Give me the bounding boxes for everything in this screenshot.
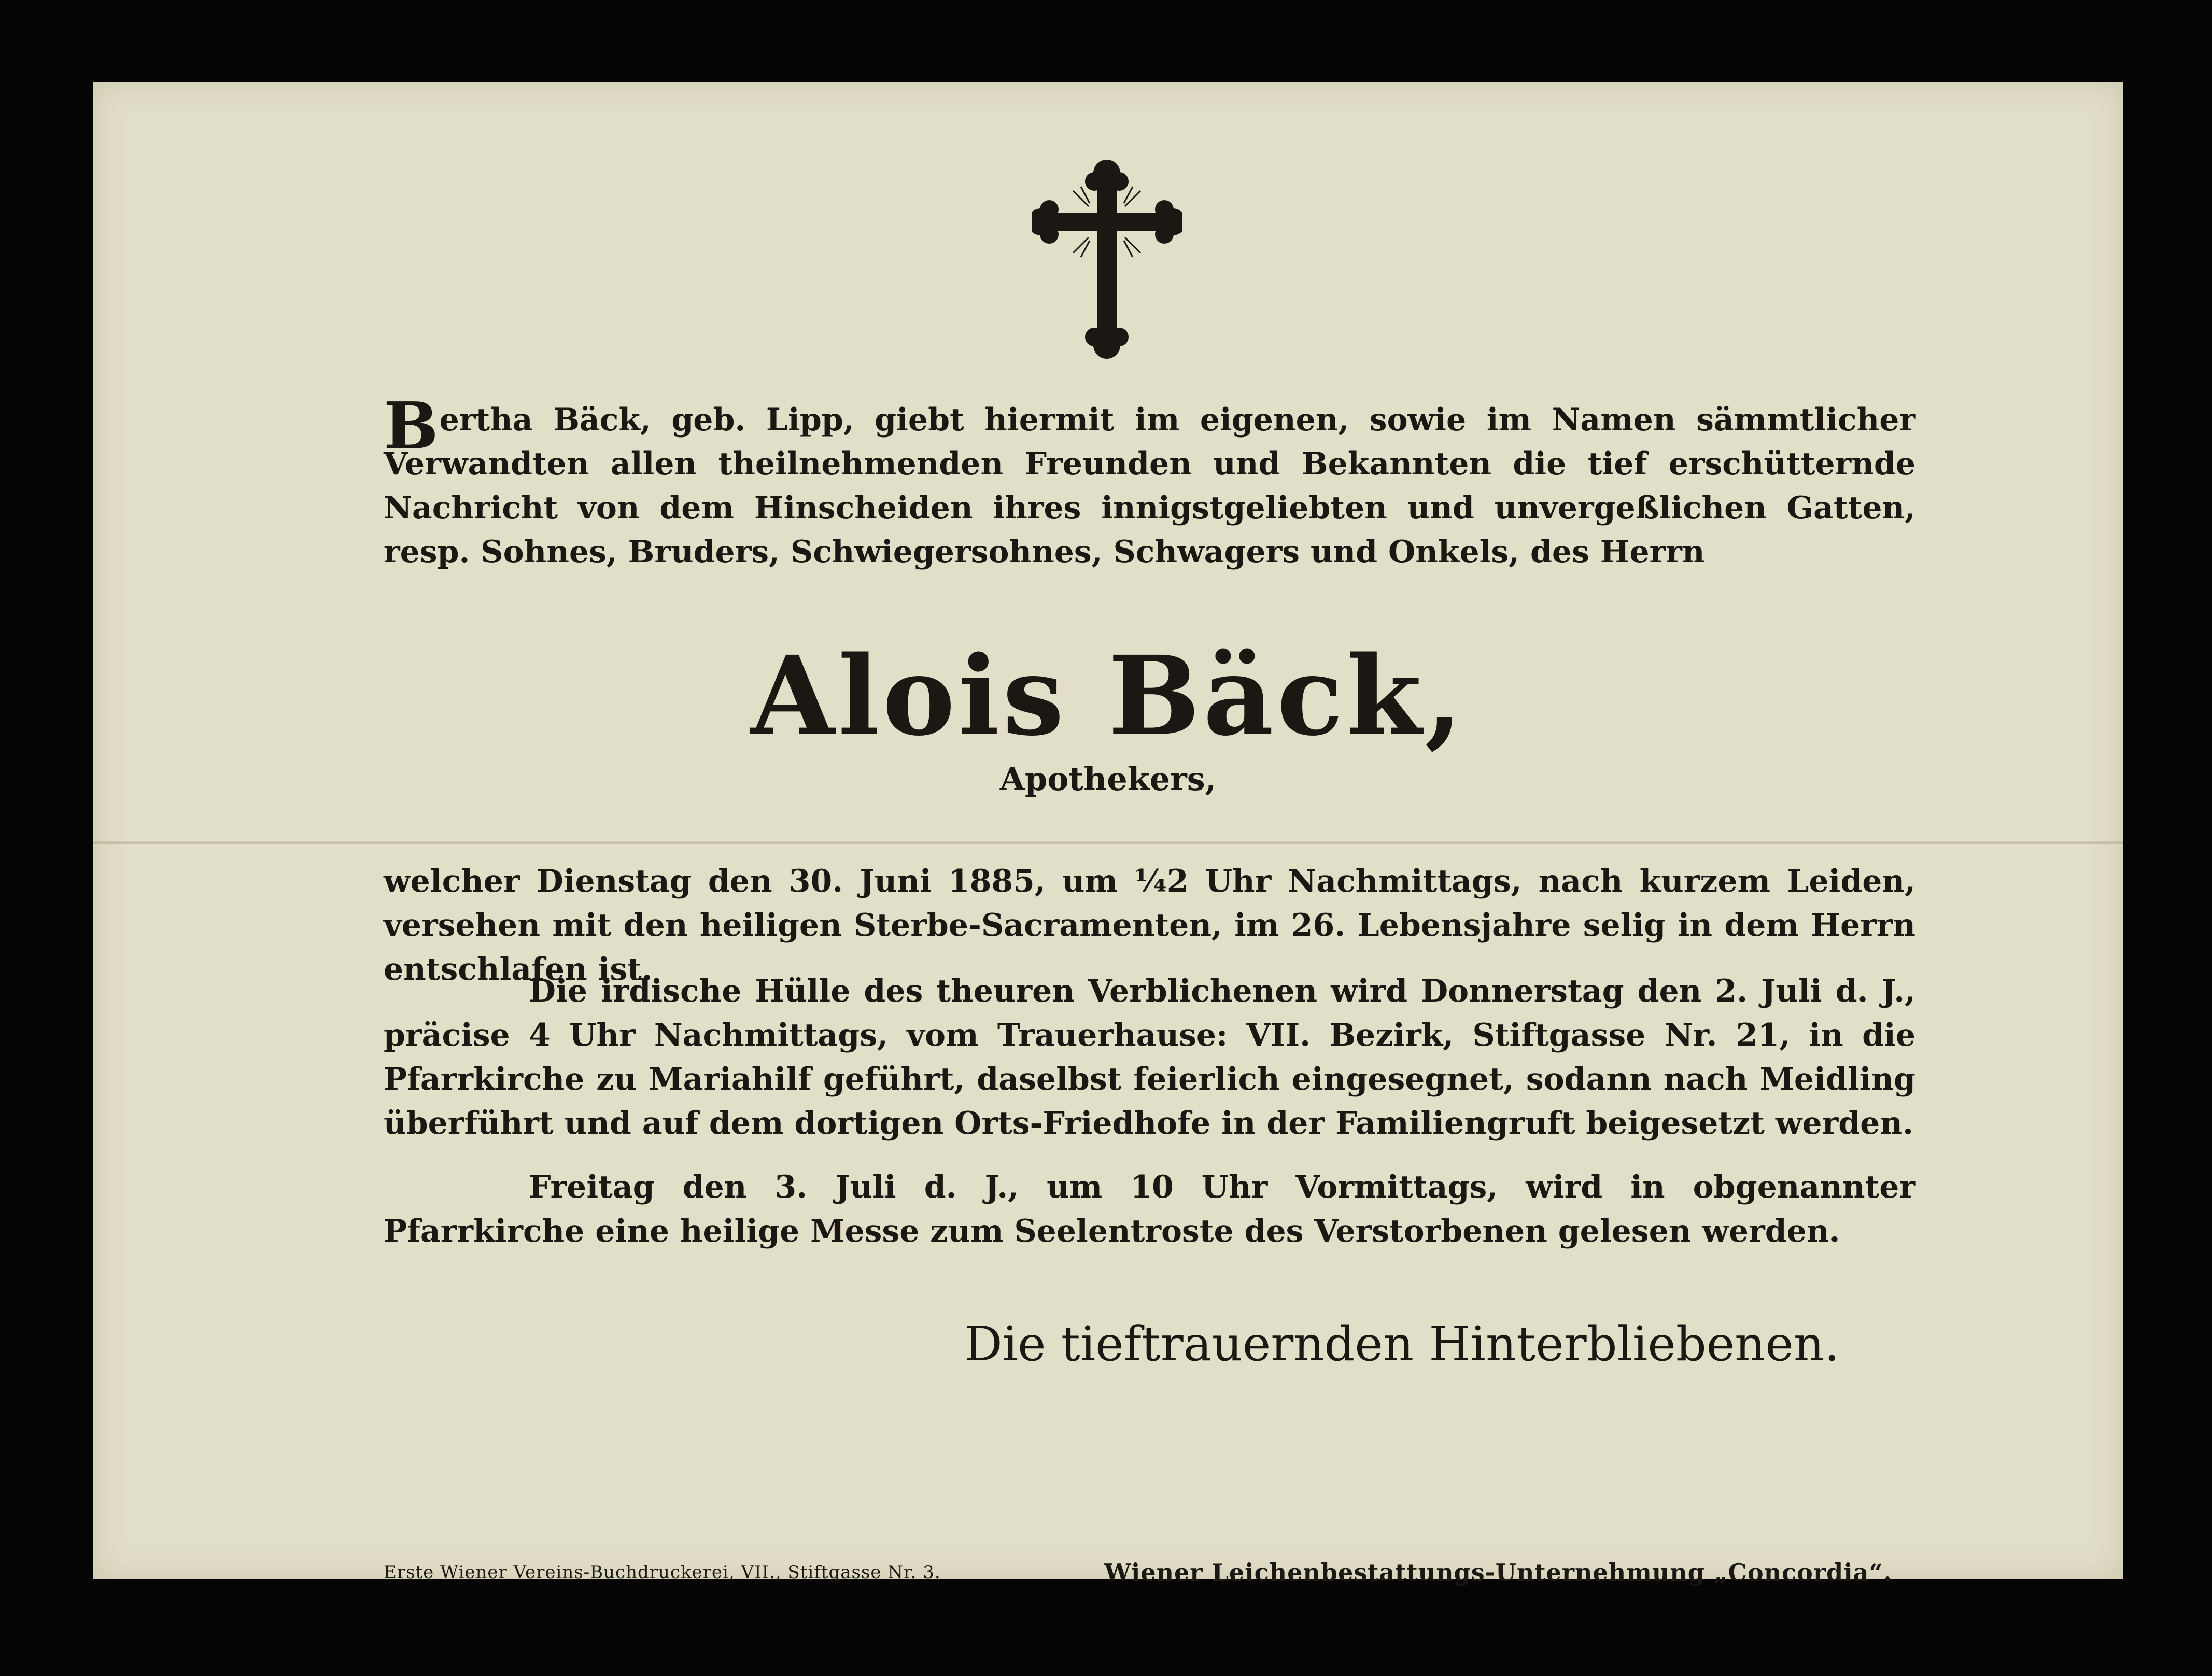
- cross-icon: [1032, 154, 1182, 362]
- mass-paragraph: Freitag den 3. Juli d. J., um 10 Uhr Vormittags, wird in obgenannter Pfarrkirche eine heilige Messe zum Seelentroste des Verstorbenen gelesen werden.: [384, 1169, 1915, 1249]
- intro-text: ertha Bäck, geb. Lipp, giebt hiermit im eigenen, sowie im Namen sämmtlicher Verwandten allen theilnehmenden Freunden und Bekannten die tief erschütternde Nachricht von dem Hinscheiden ihres innigstgeliebten und unvergeßlichen Gatten, resp. Sohnes, Bruders, Schwiegersohnes, Schwagers und Onkels, des Herrn: [384, 402, 1915, 570]
- closing-signature: Die tieftrauernden Hinterbliebenen.: [964, 1316, 1840, 1372]
- deceased-name: Alois Bäck,: [750, 632, 1466, 760]
- death-paragraph: welcher Dienstag den 30. Juni 1885, um ¼2 Uhr Nachmittags, nach kurzem Leiden, versehen mit den heiligen Sterbe-Sacramenten, im 26. Lebensjahre selig in dem Herrn entschlafen ist.: [384, 863, 1915, 988]
- printer-imprint: Erste Wiener Vereins-Buchdruckerei, VII., Stiftgasse Nr. 3.: [384, 1562, 941, 1583]
- drop-cap: B: [384, 388, 439, 464]
- undertaker-imprint: Wiener Leichenbestattungs-Unternehmung „Concordia“.: [1104, 1558, 1892, 1586]
- obituary-sheet: [93, 82, 2123, 1586]
- deceased-profession: Apothekers,: [999, 760, 1217, 798]
- paper-fold: [93, 841, 2123, 844]
- burial-paragraph: Die irdische Hülle des theuren Verblichenen wird Donnerstag den 2. Juli d. J., präcise 4 Uhr Nachmittags, vom Trauerhause: VII. Bezirk, Stiftgasse Nr. 21, in die Pfarrkirche zu Mariahilf geführt, daselbst feierlich eingesegnet, sodann nach Meidling überführt und auf dem dortigen Orts-Friedhofe in der Familiengruft beigesetzt werden.: [384, 973, 1915, 1142]
- intro-paragraph: [384, 388, 1915, 574]
